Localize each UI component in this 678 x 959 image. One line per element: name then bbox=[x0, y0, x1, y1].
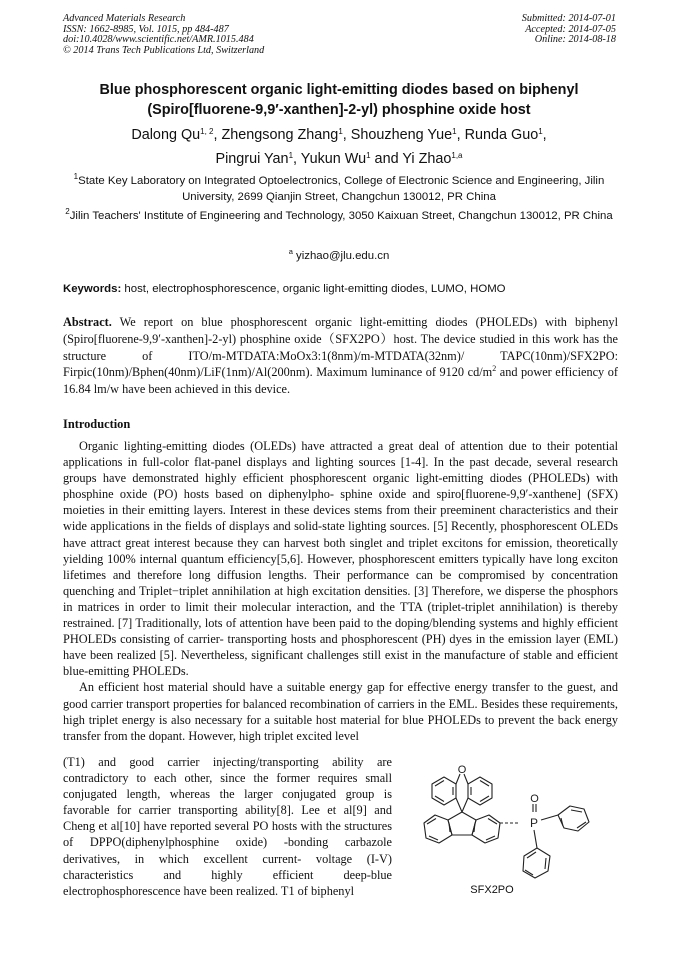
keywords-text: host, electrophosphorescence, organic light-emitting diodes, LUMO, HOMO bbox=[124, 283, 506, 295]
author-name: Zhengsong Zhang bbox=[221, 127, 339, 143]
abstract-text: We report on blue phosphorescent organic light-emitting diodes (PHOLEDs) with biphenyl (Spiro[fluorene-9,9′-xanthen]-2-yl) phosphine oxide（SFX2PO）host. The device studied in this work has the structure of ITO/m-MTDATA:MoOx3:1(8nm)/m-MTDATA(32nm)/ TAPC(10nm)/SFX2PO: Firpic(10nm)/Bphen(40nm)/LiF(1nm)/Al(200nm). Maximum luminance of 9120 cd/m bbox=[63, 315, 618, 380]
affiliation-text: State Key Laboratory on Integrated Optoelectronics, College of Electronic Science and Engineering, Jilin University, 2699 Qianjin Street, Changchun 130012, PR China bbox=[78, 175, 605, 203]
journal-info bbox=[63, 14, 264, 56]
abstract-superscript: 2 bbox=[492, 364, 497, 374]
fluorene-five-ring bbox=[448, 812, 476, 835]
affiliation-2 bbox=[60, 209, 618, 225]
xanthene-oxygen-label: O bbox=[457, 764, 467, 776]
author-name: Yukun Wu bbox=[300, 151, 367, 167]
paper-title bbox=[50, 80, 628, 120]
online-date: Online: 2014-08-18 bbox=[534, 34, 616, 46]
author-name: Pingrui Yan bbox=[215, 151, 289, 167]
abstract bbox=[63, 314, 618, 398]
journal-name: Advanced Materials Research bbox=[63, 13, 186, 24]
fluorene-left-ring bbox=[424, 815, 452, 843]
author-name: Runda Guo bbox=[464, 127, 539, 143]
phenyl-ring-upper bbox=[558, 806, 589, 831]
keywords bbox=[63, 283, 618, 295]
affiliation-text: Jilin Teachers' Institute of Engineering and Technology, 3050 Kaixuan Street, Changchun 130012, PR China bbox=[69, 210, 613, 222]
author-affiliation-mark: 1 bbox=[288, 151, 294, 160]
author-separator: , bbox=[293, 151, 301, 167]
affiliation-1 bbox=[60, 174, 618, 205]
issn-line: ISSN: 1662-8985, Vol. 1015, pp 484-487 bbox=[63, 23, 229, 35]
author-separator: , bbox=[456, 127, 465, 143]
author-separator: , bbox=[213, 127, 222, 143]
introduction-column-text: (T1) and good carrier injecting/transporting ability are contradictory to each other, since the former requires small conjugated length, whereas the larger conjugated group is favorable for carrier transporting ability[8]. Lee et al[9] and Cheng et al[10] have reported several PO hosts with the structures of DPPO(diphenylphosphine oxide) -bonding carbazole derivatives, in which excellent current- voltage (I-V) characteristics and highly efficient deep-blue electrophosphorescence have been realized. T1 of biphenyl bbox=[63, 755, 392, 898]
author-line-1 bbox=[50, 123, 628, 147]
title-line-2: (Spiro[fluorene-9,9′-xanthen]-2-yl) phosphine oxide host bbox=[147, 102, 531, 118]
section-heading-introduction: Introduction bbox=[63, 417, 131, 431]
abstract-label: Abstract. bbox=[63, 315, 112, 329]
affiliation-mark: 1 bbox=[73, 172, 79, 181]
author-affiliation-mark: 1,a bbox=[451, 151, 463, 160]
xanthene-right-ring bbox=[468, 777, 492, 805]
author-name: Yi Zhao bbox=[402, 151, 452, 167]
paragraph: An efficient host material should have a suitable energy gap for effective energy transfer to the guest, and good carrier transport properties for balanced recombination of carriers in the EML. Besides these requirements, high triplet energy is also necessary for a suitable host material for blue PHOLEDs to prevent the back energy transfer from the dopant. However, high triplet excited level bbox=[63, 680, 618, 743]
affiliation-mark: 2 bbox=[65, 207, 70, 216]
copyright-line: © 2014 Trans Tech Publications Ltd, Switzerland bbox=[63, 44, 265, 56]
author-affiliation-mark: 1 bbox=[538, 127, 543, 136]
phosphine-oxide-oxygen-label: O bbox=[530, 793, 539, 805]
introduction-body bbox=[63, 438, 618, 744]
keywords-label: Keywords: bbox=[63, 283, 122, 295]
accepted-date: Accepted: 2014-07-05 bbox=[525, 23, 616, 35]
author-affiliation-mark: 1 bbox=[452, 127, 457, 136]
author-list bbox=[50, 123, 628, 171]
corresponding-email bbox=[60, 247, 618, 262]
title-line-1: Blue phosphorescent organic light-emitting diodes based on biphenyl bbox=[99, 82, 579, 98]
author-affiliation-mark: 1 bbox=[338, 127, 343, 136]
author-separator: and bbox=[370, 151, 403, 167]
fluorene-right-ring bbox=[472, 815, 500, 843]
xanthene-left-ring bbox=[432, 777, 456, 805]
author-line-2 bbox=[50, 147, 628, 171]
author-affiliation-mark: 1, 2 bbox=[200, 127, 214, 136]
phosphorus-label: P bbox=[529, 816, 539, 830]
abstract-text-end: and power efficiency of 16.84 lm/w have been achieved in this device. bbox=[63, 365, 618, 397]
author-affiliation-mark: 1 bbox=[366, 151, 371, 160]
author-separator: , bbox=[342, 127, 351, 143]
author-separator: , bbox=[542, 127, 547, 143]
email-address[interactable]: yizhao@jlu.edu.cn bbox=[296, 250, 390, 262]
submission-dates bbox=[522, 14, 616, 46]
email-mark: a bbox=[288, 247, 293, 256]
author-name: Dalong Qu bbox=[131, 127, 201, 143]
paragraph: Organic lighting-emitting diodes (OLEDs) have attracted a great deal of attention due to their potential applications in full-color flat-panel displays and lighting sources [1-4]. In the past decade, several research groups have demonstrated highly efficient phosphorescent organic light-emitting diodes (PHOLEDs) with phosphine oxide (PO) hosts based on diphenylpho- sphine oxide and spiro[fluorene-9,9′-xanthene] (SFX) moieties in their emitting layers. Interest in these devices stems from their preeminent characteristics and their wide applications in the fields of displays and solid-state lighting sources. [5] Recently, phosphorescent OLEDs have attract great interest because they can harvest both singlet and triplet excitons for emission, theoretically yielding 100% internal quantum efficiency[5,6]. However, phosphorescent emitters typically have long exciton lifetimes and therefore long diffusion lengths. Their performance can be compromised by concentration quenching and Triplet−triplet annihilation at high excitation densities. [3] Therefore, we disperse the phosphors in matrices in order to limit their molecular interaction, and the TTA (triplet-triplet annihilation) is thereby restrained. [7] Traditionally, lots of attention have been paid to the doping/blending systems and highly efficient PHOLEDs consisting of carrier- transporting hosts and phosphorescent (PH) dyes in the emission layer (EML) have been realized [5]. Nevertheless, significant challenges still exist in the manufacture of stable and efficient blue-emitting PHOLEDs. bbox=[63, 439, 618, 679]
figure-caption: SFX2PO bbox=[470, 884, 514, 896]
doi-line: doi:10.4028/www.scientific.net/AMR.1015.484 bbox=[63, 34, 254, 46]
author-name: Shouzheng Yue bbox=[350, 127, 453, 143]
submitted-date: Submitted: 2014-07-01 bbox=[521, 13, 616, 24]
